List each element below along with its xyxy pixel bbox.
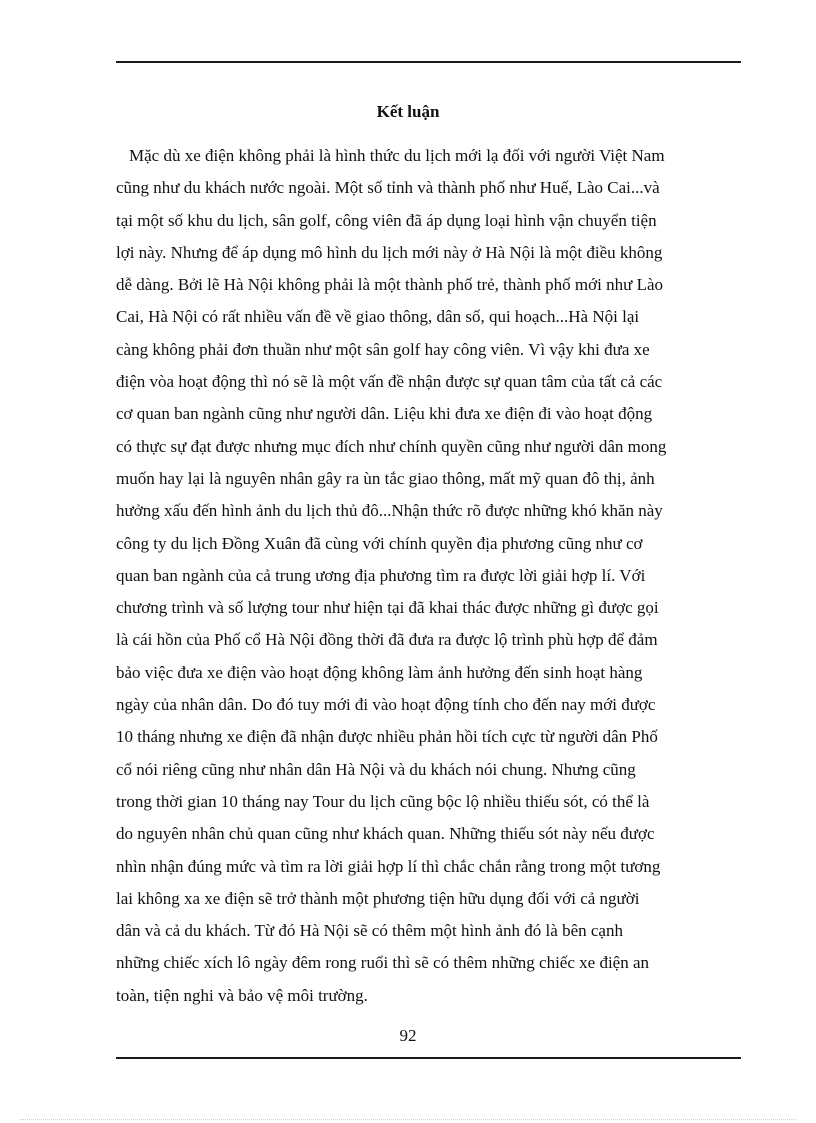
text-line: ngày của nhân dân. Do đó tuy mới đi vào hoạt động tính cho đến nay mới được [116, 695, 656, 715]
text-line: hưởng xấu đến hình ảnh du lịch thủ đô...Nhận thức rõ được những khó khăn này [116, 501, 663, 521]
text-line: có thực sự đạt được nhưng mục đích như chính quyền cũng như người dân mong [116, 436, 667, 456]
text-line: Cai, Hà Nội có rất nhiều vấn đề về giao thông, dân số, qui hoạch...Hà Nội lại [116, 307, 640, 327]
footer-rule [116, 1057, 741, 1059]
header-rule [116, 61, 741, 63]
text-line: những chiếc xích lô ngày đêm rong ruổi thì sẽ có thêm những chiếc xe điện an [116, 953, 650, 973]
text-line: tại một số khu du lịch, sân golf, công viên đã áp dụng loại hình vận chuyển tiện [116, 210, 657, 230]
text-line: trong thời gian 10 tháng nay Tour du lịch cũng bộc lộ nhiều thiếu sót, có thể là [116, 791, 650, 811]
text-line: bảo việc đưa xe điện vào hoạt động không làm ảnh hưởng đến sinh hoạt hàng [116, 662, 643, 682]
text-line: quan ban ngành của cả trung ương địa phương tìm ra được lời giải hợp lí. Với [116, 565, 646, 585]
text-line: càng không phải đơn thuần như một sân golf hay công viên. Vì vậy khi đưa xe [116, 339, 650, 359]
text-line: công ty du lịch Đồng Xuân đã cùng với chính quyền địa phương cũng như cơ [116, 533, 643, 553]
text-line: toàn, tiện nghi và bảo vệ môi trường. [116, 985, 368, 1005]
section-title: Kết luận [376, 102, 440, 121]
text-line: muốn hay lại là nguyên nhân gây ra ùn tắc giao thông, mất mỹ quan đô thị, ảnh [116, 468, 655, 488]
body-paragraph [116, 140, 741, 1012]
text-line: lai không xa xe điện sẽ trở thành một phương tiện hữu dụng đối với cả người [116, 888, 640, 908]
page-number: 92 [399, 1026, 417, 1045]
text-line: cơ quan ban ngành cũng như người dân. Liệu khi đưa xe điện đi vào hoạt động [116, 404, 653, 424]
text-line: dân và cả du khách. Từ đó Hà Nội sẽ có thêm một hình ảnh đó là bên cạnh [116, 921, 623, 941]
text-line: điện vòa hoạt động thì nó sẽ là một vấn đề nhận được sự quan tâm của tất cả các [116, 372, 663, 392]
text-line: cổ nói riêng cũng như nhân dân Hà Nội và du khách nói chung. Nhưng cũng [116, 759, 636, 779]
text-line: dễ dàng. Bởi lẽ Hà Nội không phải là một thành phố trẻ, thành phố mới như Lào [116, 275, 664, 295]
page-edge-divider [20, 1119, 796, 1120]
text-line: do nguyên nhân chủ quan cũng như khách quan. Những thiếu sót này nếu được [116, 824, 655, 844]
text-line: lợi này. Nhưng để áp dụng mô hình du lịch mới này ở Hà Nội là một điều không [116, 242, 663, 262]
text-line: 10 tháng nhưng xe điện đã nhận được nhiều phản hồi tích cực từ người dân Phố [116, 727, 658, 747]
text-line: nhìn nhận đúng mức và tìm ra lời giải hợp lí thì chắc chắn rằng trong một tương [116, 856, 661, 876]
text-line: Mặc dù xe điện không phải là hình thức du lịch mới lạ đối với người Việt Nam [129, 146, 665, 165]
text-line: chương trình và số lượng tour như hiện tại đã khai thác được những gì được gọi [116, 598, 659, 618]
text-line: là cái hồn của Phố cổ Hà Nội đồng thời đã đưa ra được lộ trình phù hợp để đảm [116, 630, 658, 650]
text-line: cũng như du khách nước ngoài. Một số tỉnh và thành phố như Huế, Lào Cai...và [116, 178, 660, 198]
